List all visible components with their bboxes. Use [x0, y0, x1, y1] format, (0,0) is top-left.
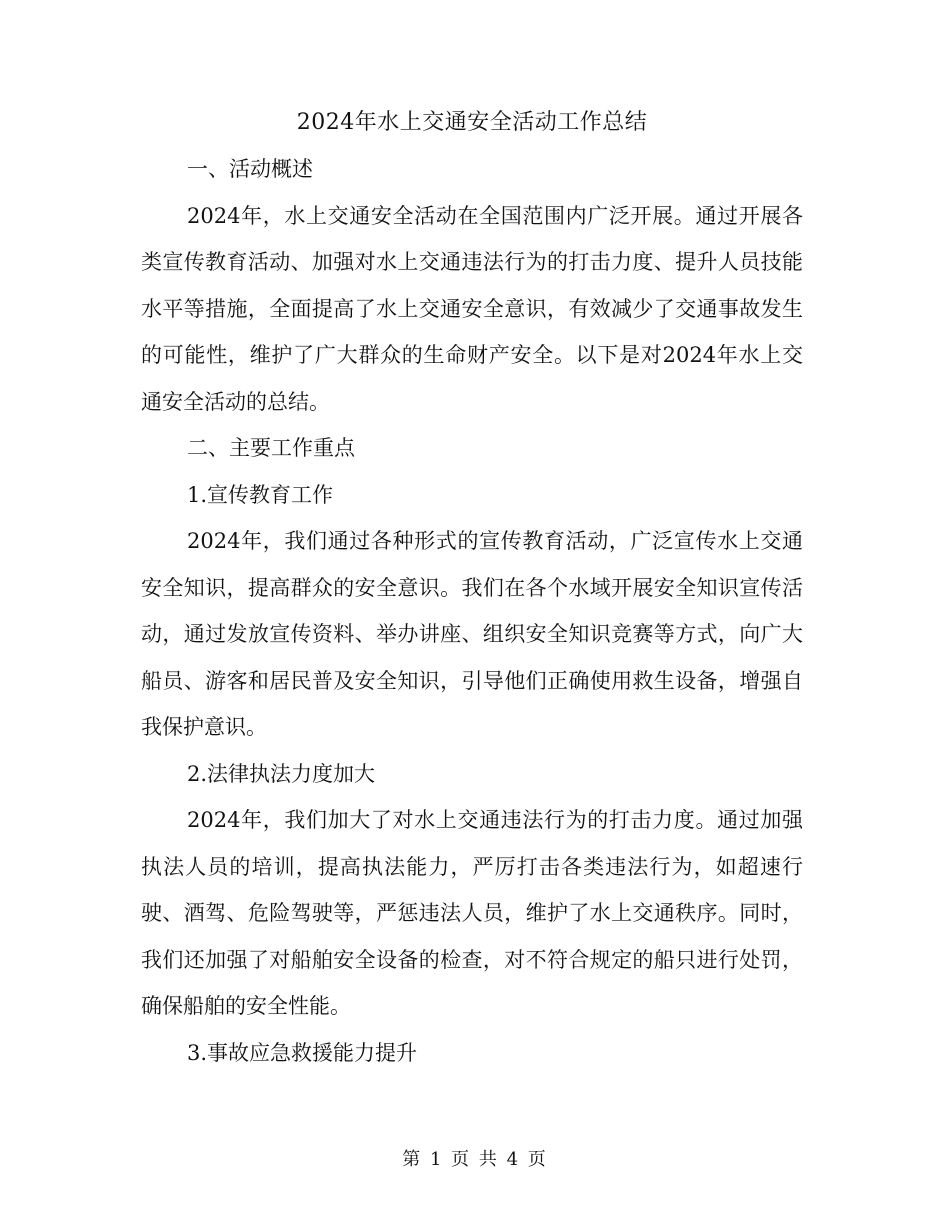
subheading-publicity-education: 1.宣传教育工作 — [187, 482, 334, 507]
document-title: 2024年水上交通安全活动工作总结 — [296, 110, 648, 135]
paragraph-overview: 2024年，水上交通安全活动在全国范围内广泛开展。通过开展各类宣传教育活动、加强对水上交通违法行为的打击力度、提升人员技能水平等措施，全面提高了水上交通安全意识，有效减少了交通事故发生的可能性，维护了广大群众的生命财产安全。以下是对2024年水上交通安全活动的总结。 — [141, 203, 803, 414]
section-heading-key-work: 二、主要工作重点 — [187, 436, 355, 460]
subheading-emergency-rescue: 3.事故应急救援能力提升 — [187, 1040, 418, 1065]
document-body — [141, 100, 803, 1076]
section-heading-overview: 一、活动概述 — [187, 157, 313, 181]
paragraph-law-enforcement: 2024年，我们加大了对水上交通违法行为的打击力度。通过加强执法人员的培训，提高执法能力，严厉打击各类违法行为，如超速行驶、酒驾、危险驾驶等，严惩违法人员，维护了水上交通秩序。同时，我们还加强了对船舶安全设备的检查，对不符合规定的船只进行处罚，确保船舶的安全性能。 — [141, 808, 803, 1018]
page-footer: 第 1 页 共 4 页 — [402, 1149, 548, 1170]
paragraph-publicity-education: 2024年，我们通过各种形式的宣传教育活动，广泛宣传水上交通安全知识，提高群众的安全意识。我们在各个水域开展安全知识宣传活动，通过发放宣传资料、举办讲座、组织安全知识竞赛等方式，向广大船员、游客和居民普及安全知识，引导他们正确使用救生设备，增强自我保护意识。 — [141, 529, 803, 739]
subheading-law-enforcement: 2.法律执法力度加大 — [187, 761, 376, 786]
